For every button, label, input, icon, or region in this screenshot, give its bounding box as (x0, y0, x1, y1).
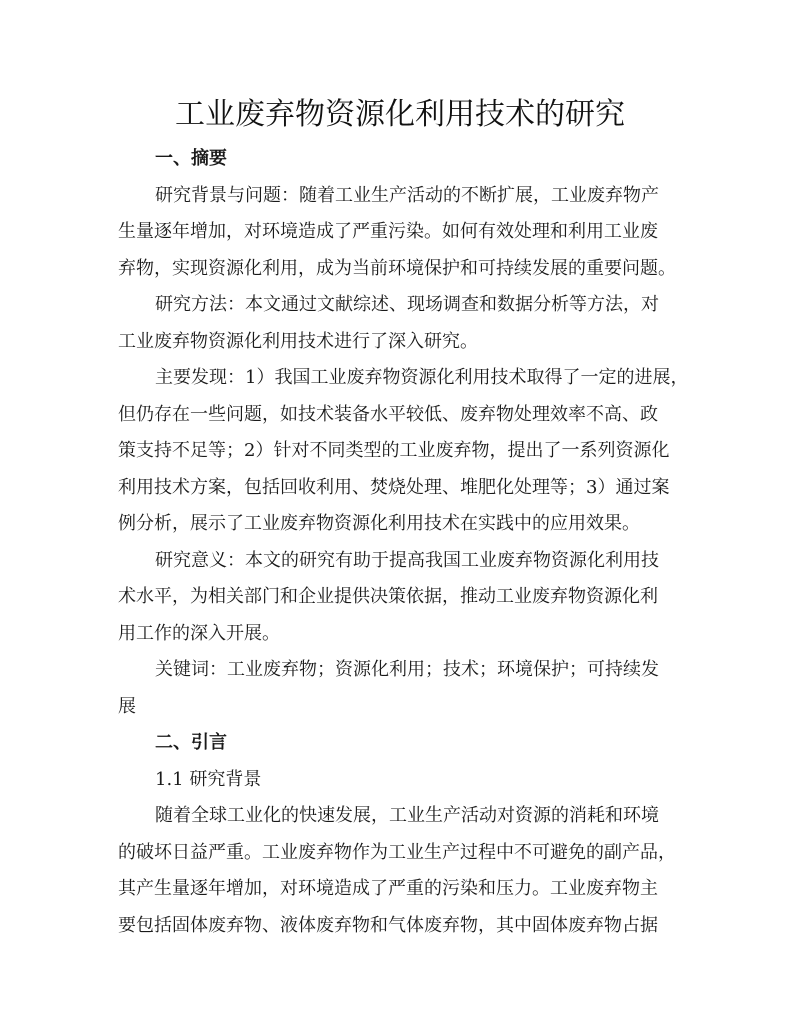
text-line: 关键词：工业废弃物；资源化利用；技术；环境保护；可持续发 (155, 659, 659, 680)
text-line: 策支持不足等；2）针对不同类型的工业废弃物，提出了一系列资源化 (118, 440, 670, 461)
text-line: 生量逐年增加，对环境造成了严重污染。如何有效处理和利用工业废 (118, 221, 658, 242)
text-line: 主要发现：1）我国工业废弃物资源化利用技术取得了一定的进展， (155, 367, 689, 388)
paragraph-findings (118, 360, 698, 543)
section-heading-abstract: 一、摘要 (155, 148, 227, 169)
text-line: 例分析，展示了工业废弃物资源化利用技术在实践中的应用效果。 (118, 513, 640, 534)
document-body (118, 141, 698, 944)
text-line: 弃物，实现资源化利用，成为当前环境保护和可持续发展的重要问题。 (118, 257, 676, 279)
text-line: 展 (118, 695, 136, 717)
document-title: 工业废弃物资源化利用技术的研究 (175, 97, 625, 132)
text-line: 研究背景与问题：随着工业生产活动的不断扩展，工业废弃物产 (155, 184, 659, 206)
text-line: 研究意义：本文的研究有助于提高我国工业废弃物资源化利用技 (155, 549, 659, 571)
text-line: 术水平，为相关部门和企业提供决策依据，推动工业废弃物资源化利 (118, 586, 658, 607)
text-line: 随着全球工业化的快速发展，工业生产活动对资源的消耗和环境 (155, 805, 659, 826)
paragraph-keywords (118, 652, 698, 725)
text-line: 利用技术方案，包括回收利用、焚烧处理、堆肥化处理等；3）通过案 (118, 476, 670, 498)
text-line: 的破坏日益严重。工业废弃物作为工业生产过程中不可避免的副产品， (118, 841, 676, 863)
paragraph-intro-background (118, 798, 698, 944)
text-line: 但仍存在一些问题，如技术装备水平较低、废弃物处理效率不高、政 (118, 403, 658, 425)
text-line: 用工作的深入开展。 (118, 622, 280, 644)
text-line: 要包括固体废弃物、液体废弃物和气体废弃物，其中固体废弃物占据 (118, 914, 658, 936)
text-line: 工业废弃物资源化利用技术进行了深入研究。 (118, 330, 478, 352)
subsection-heading-background: 1.1 研究背景 (155, 768, 262, 790)
paragraph-background (118, 178, 698, 288)
paragraph-method (118, 287, 698, 360)
text-line: 研究方法：本文通过文献综述、现场调查和数据分析等方法，对 (155, 294, 659, 315)
text-line: 其产生量逐年增加，对环境造成了严重的污染和压力。工业废弃物主 (118, 878, 658, 899)
paragraph-significance (118, 543, 698, 653)
section-heading-introduction: 二、引言 (155, 732, 227, 753)
